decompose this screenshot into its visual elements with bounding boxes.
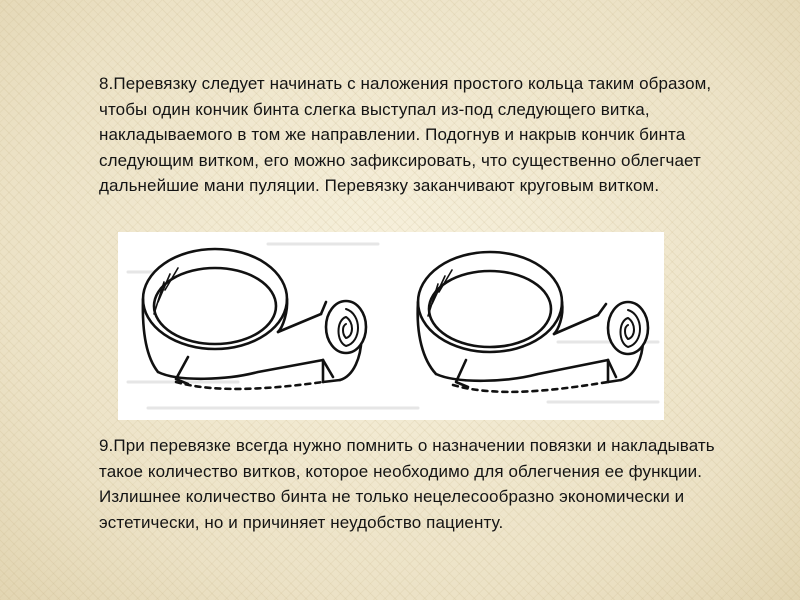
bandage-illustration — [118, 232, 664, 420]
paragraph-step-8: 8.Перевязку следует начинать с наложения простого кольца таким образом, чтобы один кончик бинта слегка выступал из-под следующего витка, накладываемого в том же направлении. Подогнув и накрыв кончик бинта следующим витком, его можно зафиксировать, что существенно облегчает дальнейшие мани пуляции. Перевязку заканчивают круговым витком. — [99, 74, 712, 195]
paragraph-step-9: 9.При перевязке всегда нужно помнить о назначении повязки и накладывать такое количество витков, которое необходимо для облегчения ее функции. Излишнее количество бинта не только нецелесообразно экономически и эстетически, но и причиняет неудобство пациенту. — [99, 436, 715, 532]
bandage-ring-tip-covered — [418, 252, 648, 392]
bandage-ring-first-turn — [143, 249, 366, 389]
